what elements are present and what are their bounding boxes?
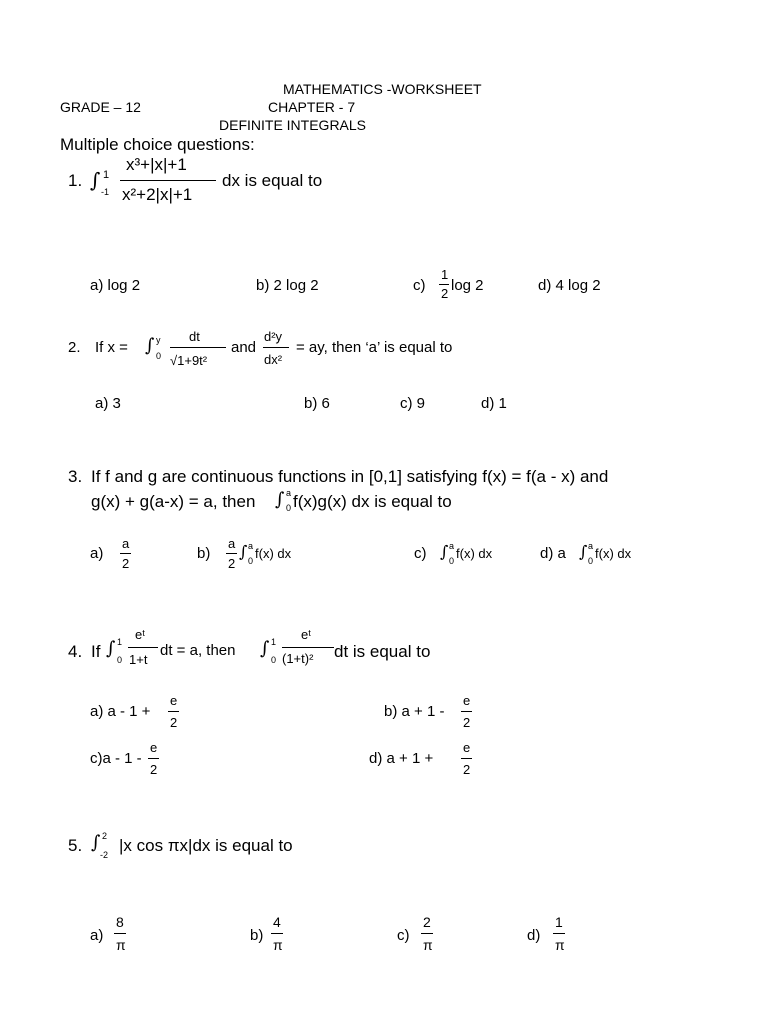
q5-option-d-label: d): [527, 927, 541, 944]
q5-option-b-bar: [271, 933, 283, 934]
q1-numerator: x³+|x|+1: [126, 155, 187, 174]
q1-upper-limit: 1: [103, 169, 110, 181]
q5-option-c-label: c): [397, 927, 410, 944]
q3-option-d-integral: ∫: [579, 542, 588, 561]
q4-integral-1: ∫: [106, 638, 116, 659]
q4-lower-1: 0: [117, 655, 123, 665]
q3-option-b-upper: a: [248, 541, 254, 551]
q3-option-d-tail: f(x) dx: [595, 546, 632, 561]
q5-option-a-num: 8: [116, 914, 124, 930]
q1-lower-limit: -1: [101, 187, 110, 197]
q4-den-1: 1+t: [129, 652, 148, 667]
q4-option-a-bar: [168, 711, 179, 712]
q5-option-b-num: 4: [273, 914, 281, 930]
q3-option-a-bar: [120, 553, 131, 554]
q5-option-c-num: 2: [423, 914, 431, 930]
q1-option-d: d) 4 log 2: [538, 277, 601, 294]
q4-option-b: b) a + 1 -: [384, 703, 445, 720]
q3-option-c-label: c): [414, 545, 427, 562]
q2-and: and: [231, 339, 257, 356]
grade-label: GRADE – 12: [60, 99, 141, 115]
q2-fraction-bar: [170, 347, 226, 348]
q5-option-a-den: π: [116, 937, 126, 953]
q5-option-c-den: π: [423, 937, 433, 953]
q5-option-c-bar: [421, 933, 433, 934]
q4-option-c-bar: [148, 758, 159, 759]
q4-option-b-bar: [461, 711, 472, 712]
q4-den-2: (1+t)²: [282, 651, 314, 666]
q3-number: 3.: [68, 467, 83, 486]
q3-line2-tail: f(x)g(x) dx is equal to: [293, 492, 452, 511]
q3-line2-integral: ∫: [275, 489, 285, 510]
q5-option-b-label: b): [250, 927, 264, 944]
q1-integral-sign: ∫: [90, 168, 101, 192]
q4-num-2: eᵗ: [301, 627, 312, 642]
q3-option-c-lower: 0: [449, 556, 455, 566]
q2-integral-sign: ∫: [145, 335, 155, 356]
q1-option-c-num: 1: [441, 267, 449, 282]
q5-option-d-den: π: [555, 937, 565, 953]
q2-option-d: d) 1: [481, 395, 507, 412]
q4-upper-1: 1: [117, 637, 123, 647]
q4-lower-2: 0: [271, 655, 277, 665]
q3-option-c-tail: f(x) dx: [456, 546, 493, 561]
q5-option-a-bar: [114, 933, 126, 934]
q4-upper-2: 1: [271, 637, 277, 647]
q1-option-b: b) 2 log 2: [256, 277, 319, 294]
q3-option-d-label: d) a: [540, 545, 566, 562]
q3-option-a-den: 2: [122, 556, 130, 571]
q3-option-b-integral: ∫: [239, 542, 248, 561]
q4-option-a-num: e: [170, 693, 178, 708]
q3-line2-lower: 0: [286, 503, 292, 513]
q3-option-c-integral: ∫: [440, 542, 449, 561]
q5-integral-sign: ∫: [91, 832, 101, 853]
q4-option-c-den: 2: [150, 762, 158, 777]
section-heading: Multiple choice questions:: [60, 135, 255, 154]
q1-option-c-tail: log 2: [451, 277, 484, 294]
worksheet-title: MATHEMATICS -WORKSHEET: [283, 81, 482, 97]
q2-prefix: If x =: [95, 339, 128, 356]
q3-option-b-num: a: [228, 536, 236, 551]
q2-d2-bar: [263, 347, 289, 348]
q4-option-d: d) a + 1 +: [369, 750, 434, 767]
q3-option-b-label: b): [197, 545, 211, 562]
q1-denominator: x²+2|x|+1: [122, 185, 193, 204]
q3-line2-prefix: g(x) + g(a-x) = a, then: [91, 492, 256, 511]
q2-frac-denominator: √1+9t²: [170, 353, 208, 368]
q4-prefix: If: [91, 642, 101, 661]
q5-option-a-label: a): [90, 927, 104, 944]
q5-upper-limit: 2: [102, 831, 108, 841]
q4-option-a-den: 2: [170, 715, 178, 730]
q3-option-d-lower: 0: [588, 556, 594, 566]
q1-option-c: c): [413, 277, 426, 294]
q3-option-b-den: 2: [228, 556, 236, 571]
q1-fraction-bar: [120, 180, 216, 181]
q4-bar-1: [128, 647, 158, 648]
q4-bar-2: [282, 647, 334, 648]
q1-option-c-bar: [439, 284, 449, 285]
q4-option-a: a) a - 1 +: [90, 703, 151, 720]
q5-number: 5.: [68, 836, 83, 855]
q4-option-c: c)a - 1 -: [90, 750, 142, 767]
q4-tail: dt is equal to: [334, 642, 431, 661]
q2-lower-limit: 0: [156, 351, 162, 361]
q2-option-a: a) 3: [95, 395, 121, 412]
q3-line2-upper: a: [286, 488, 292, 498]
q4-mid: dt = a, then: [160, 642, 236, 659]
q3-option-a-label: a): [90, 545, 104, 562]
q5-lower-limit: -2: [100, 850, 109, 860]
q5-option-d-num: 1: [555, 914, 563, 930]
q3-option-a-num: a: [122, 536, 130, 551]
topic-label: DEFINITE INTEGRALS: [219, 117, 367, 133]
q3-option-b-tail: f(x) dx: [255, 546, 292, 561]
q2-d2-numerator: d²y: [264, 329, 283, 344]
q5-tail: |x cos πx|dx is equal to: [119, 836, 293, 855]
q3-option-d-upper: a: [588, 541, 594, 551]
q3-option-b-lower: 0: [248, 556, 254, 566]
q4-number: 4.: [68, 642, 83, 661]
q2-option-c: c) 9: [400, 395, 426, 412]
q4-option-c-num: e: [150, 740, 158, 755]
q1-number: 1.: [68, 171, 83, 190]
q4-option-d-bar: [461, 758, 472, 759]
q1-option-c-den: 2: [441, 286, 449, 301]
q4-option-d-den: 2: [463, 762, 471, 777]
q2-d2-denominator: dx²: [264, 352, 283, 367]
q3-option-b-bar: [226, 553, 237, 554]
q3-line1: If f and g are continuous functions in [0,1] satisfying f(x) = f(a - x) and: [91, 467, 609, 486]
q2-number: 2.: [68, 339, 81, 356]
q2-frac-numerator: dt: [189, 329, 200, 344]
q1-option-a: a) log 2: [90, 277, 141, 294]
q5-option-d-bar: [553, 933, 565, 934]
chapter-label: CHAPTER - 7: [268, 99, 356, 115]
q4-integral-2: ∫: [260, 638, 270, 659]
q2-option-b: b) 6: [304, 395, 330, 412]
q2-upper-limit: y: [156, 335, 161, 345]
q3-option-c-upper: a: [449, 541, 455, 551]
q4-option-b-den: 2: [463, 715, 471, 730]
q4-option-d-num: e: [463, 740, 471, 755]
q4-num-1: eᵗ: [135, 627, 146, 642]
q2-tail: = ay, then ‘a’ is equal to: [296, 339, 453, 356]
q4-option-b-num: e: [463, 693, 471, 708]
q1-tail: dx is equal to: [222, 171, 323, 190]
q5-option-b-den: π: [273, 937, 283, 953]
